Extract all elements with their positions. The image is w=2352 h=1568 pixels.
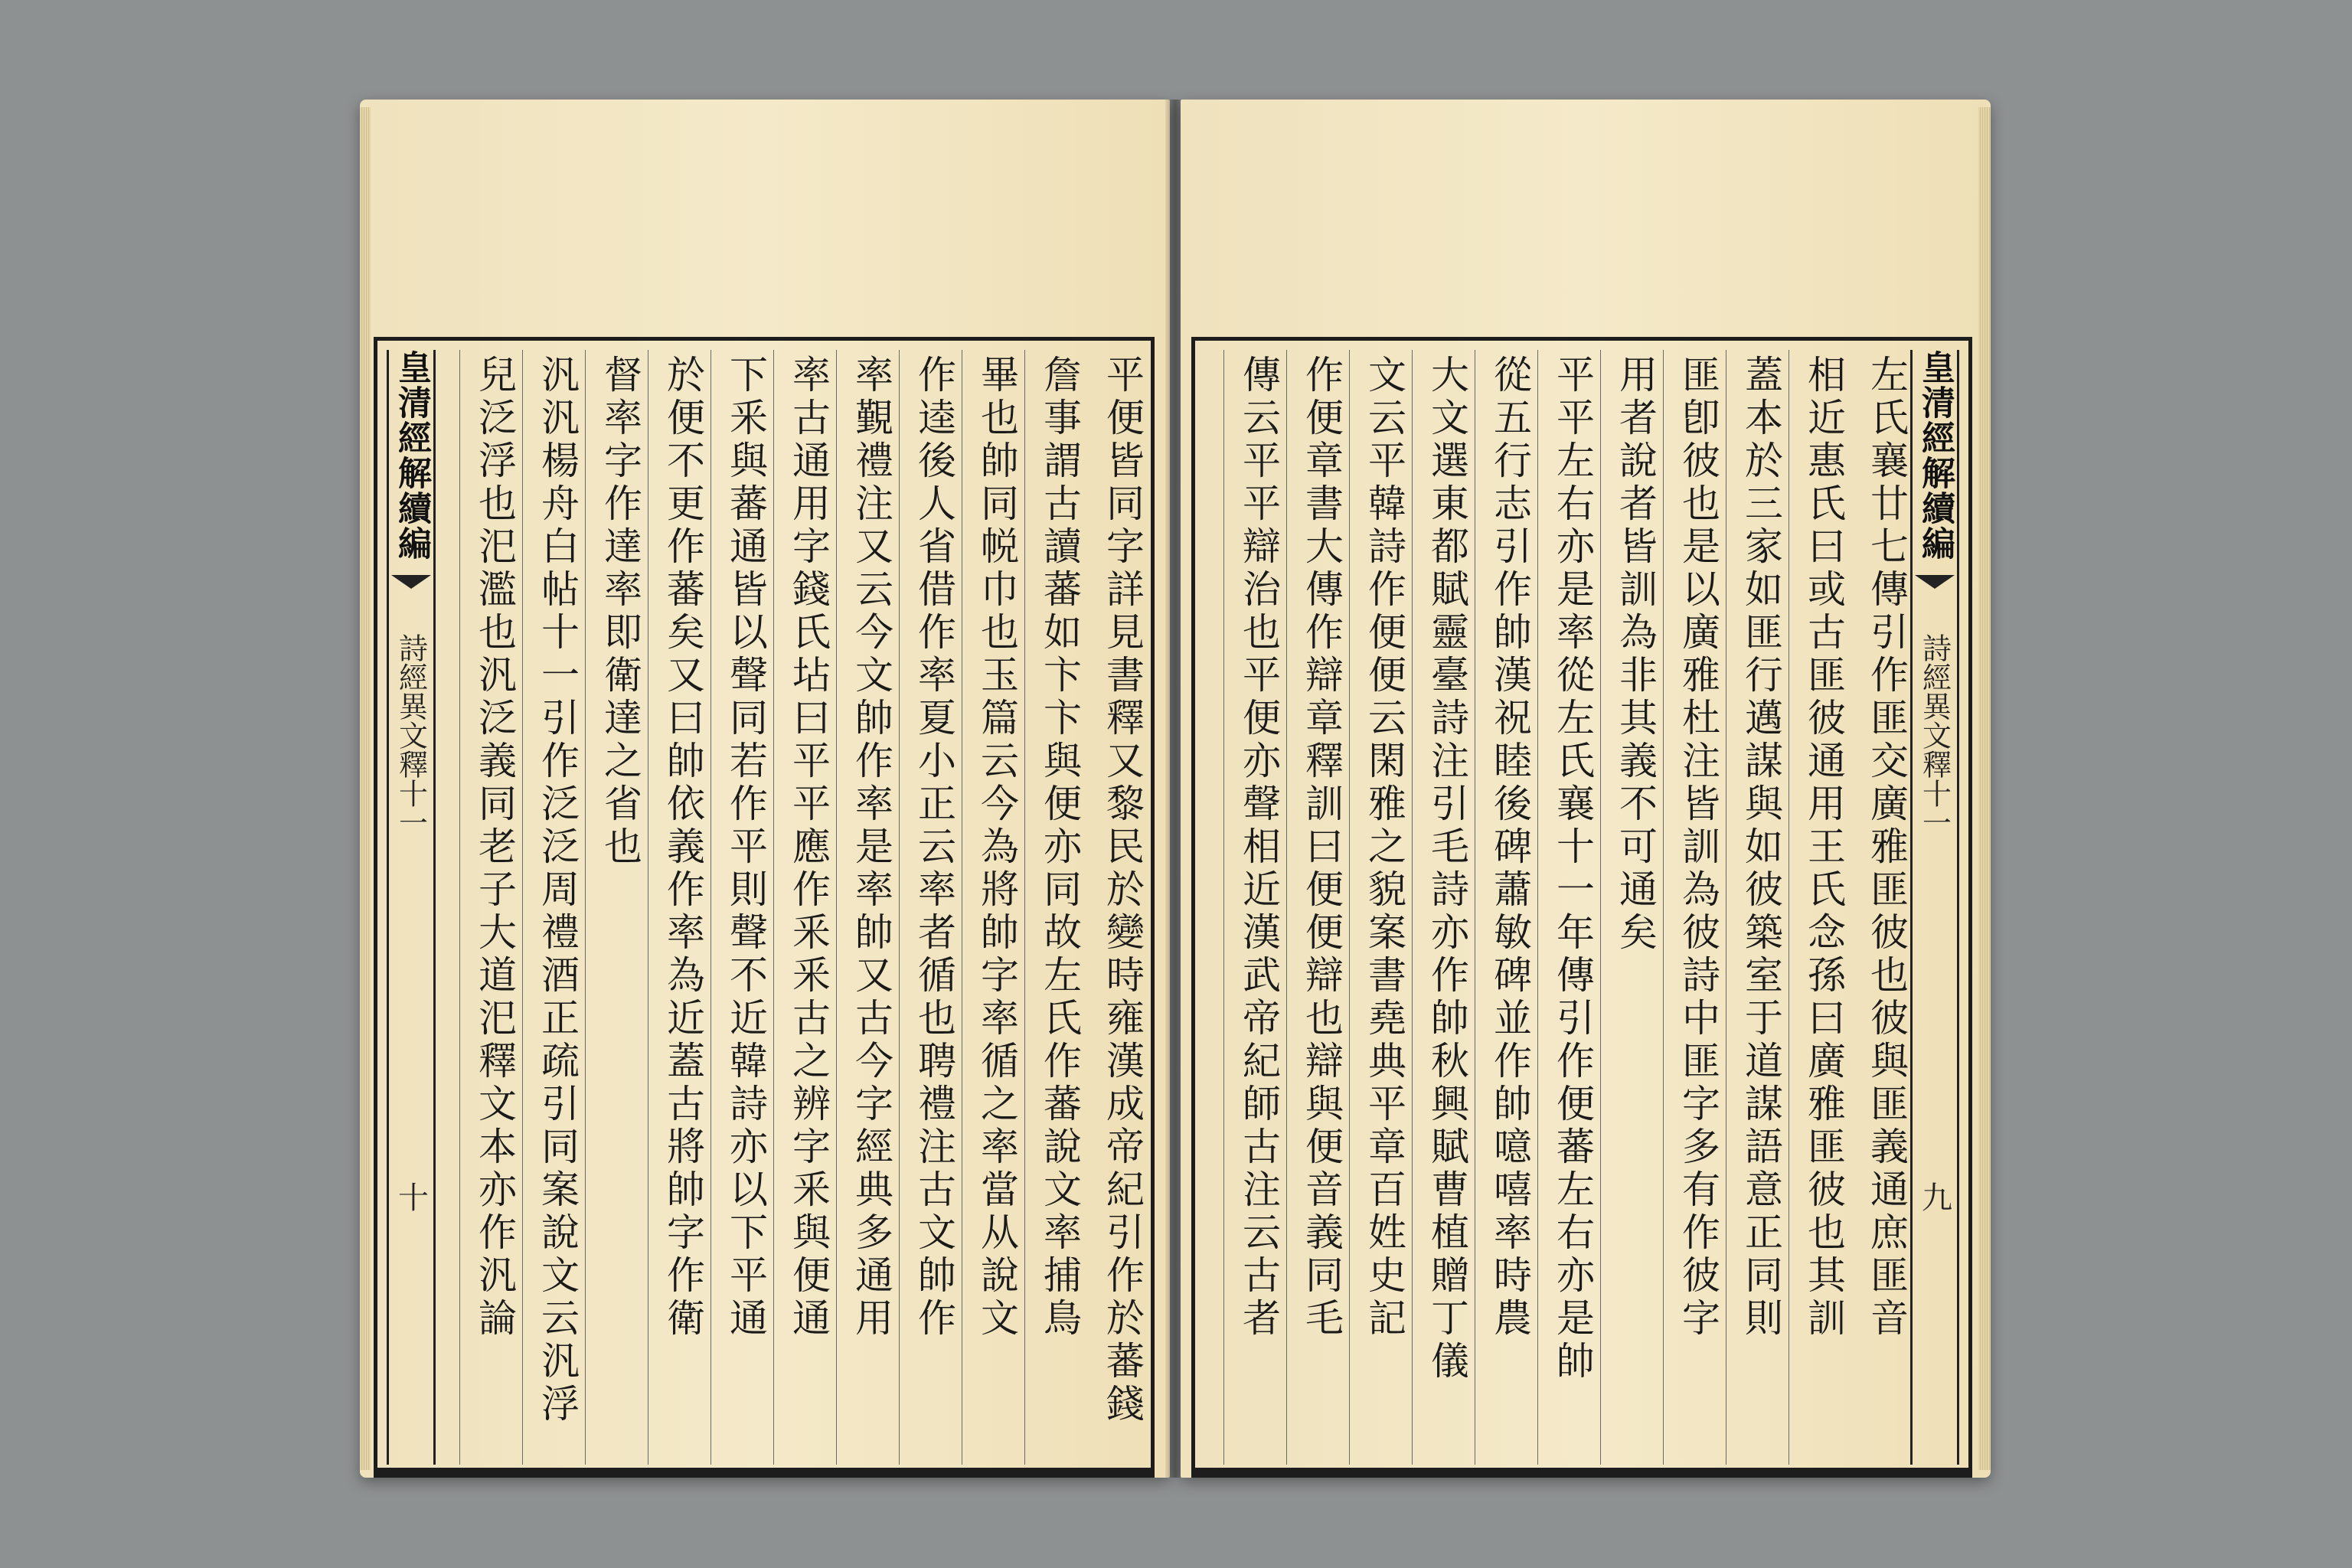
text-column: 相近惠氏曰或古匪彼通用王氏念孫曰廣雅匪彼也其訓: [1788, 350, 1843, 1465]
fish-tail-mark: [1915, 575, 1955, 589]
text-column: 大文選東都賦靈臺詩注引毛詩亦作帥秋興賦曹植贈丁儀: [1412, 350, 1466, 1465]
text-column: 匪卽彼也是以廣雅杜注皆訓為彼詩中匪字多有作彼字: [1663, 350, 1717, 1465]
text-column: 率古通用字錢氏坫曰平平應作釆釆古之辨字釆與便通: [773, 350, 828, 1465]
fish-tail-mark: [391, 575, 431, 589]
chapter-title: 詩經異文釋十一: [394, 633, 428, 837]
collection-title: 皇清經解續編: [1916, 350, 1955, 561]
left-center-column: [387, 350, 436, 1465]
bottom-rule: [1195, 1468, 1968, 1474]
left-text-frame: [374, 337, 1155, 1478]
text-column: 作便章書大傳作辯章釋訓曰便便辯也辯與便音義同毛: [1286, 350, 1341, 1465]
collection-title: 皇清經解續編: [392, 350, 431, 561]
text-column: 從五行志引作帥漢祝睦後碑蕭敏碑並作帥噫嘻率時農: [1475, 350, 1529, 1465]
text-column: 蓋本於三家如匪行邁謀與如彼築室于道謀語意正同則: [1726, 350, 1780, 1465]
text-column: 傳云平平辯治也平便亦聲相近漢武帝紀師古注云古者: [1223, 350, 1278, 1465]
page-number: 十: [393, 1181, 429, 1212]
bottom-rule: [377, 1468, 1151, 1474]
text-column: 督率字作達率即衛達之省也: [585, 350, 639, 1465]
text-column: 平便皆同字詳見書釋又黎民於變時雍漢成帝紀引作於蕃錢: [1100, 354, 1145, 1426]
text-column: 兒泛浮也汜濫也汎泛義同老子大道汜釋文本亦作汎論: [459, 350, 514, 1465]
text-column: 作逵後人省借作率夏小正云率者循也聘禮注古文帥作: [899, 350, 953, 1465]
text-column: 左氏襄廿七傳引作匪交廣雅匪彼也彼與匪義通庶匪音: [1864, 354, 1909, 1341]
text-column: 下釆與蕃通皆以聲同若作平則聲不近韓詩亦以下平通: [710, 350, 765, 1465]
text-column: 畢也帥同帨巾也玉篇云今為將帥字率循之率當从說文: [962, 350, 1016, 1465]
page-number: 九: [1916, 1181, 1952, 1212]
text-column: 用者說者皆訓為非其義不可通矣: [1600, 350, 1655, 1465]
chapter-title: 詩經異文釋十一: [1917, 633, 1952, 837]
text-column: 於便不更作蕃矣又曰帥依義作率為近蓋古將帥字作衛: [648, 350, 702, 1465]
right-text-frame: [1191, 337, 1972, 1478]
left-page: [360, 100, 1170, 1478]
right-center-column: [1910, 350, 1959, 1465]
text-column: 平平左右亦是率從左氏襄十一年傳引作便蕃左右亦是帥: [1537, 350, 1592, 1465]
open-book: [360, 100, 1991, 1478]
text-column: 詹事謂古讀蕃如卞卞與便亦同故左氏作蕃說文率捕鳥: [1024, 350, 1079, 1465]
text-column: 文云平韓詩作便便云閑雅之貌案書堯典平章百姓史記: [1349, 350, 1403, 1465]
right-page: [1181, 100, 1991, 1478]
page-edges-right: [1978, 107, 1991, 1470]
text-column: 汎汎楊舟白帖十一引作泛泛周禮酒正疏引同案說文云汎浮: [522, 350, 577, 1465]
page-edges-left: [360, 107, 371, 1470]
text-column: 率覲禮注又云今文帥作率是率帥又古今字經典多通用: [836, 350, 890, 1465]
